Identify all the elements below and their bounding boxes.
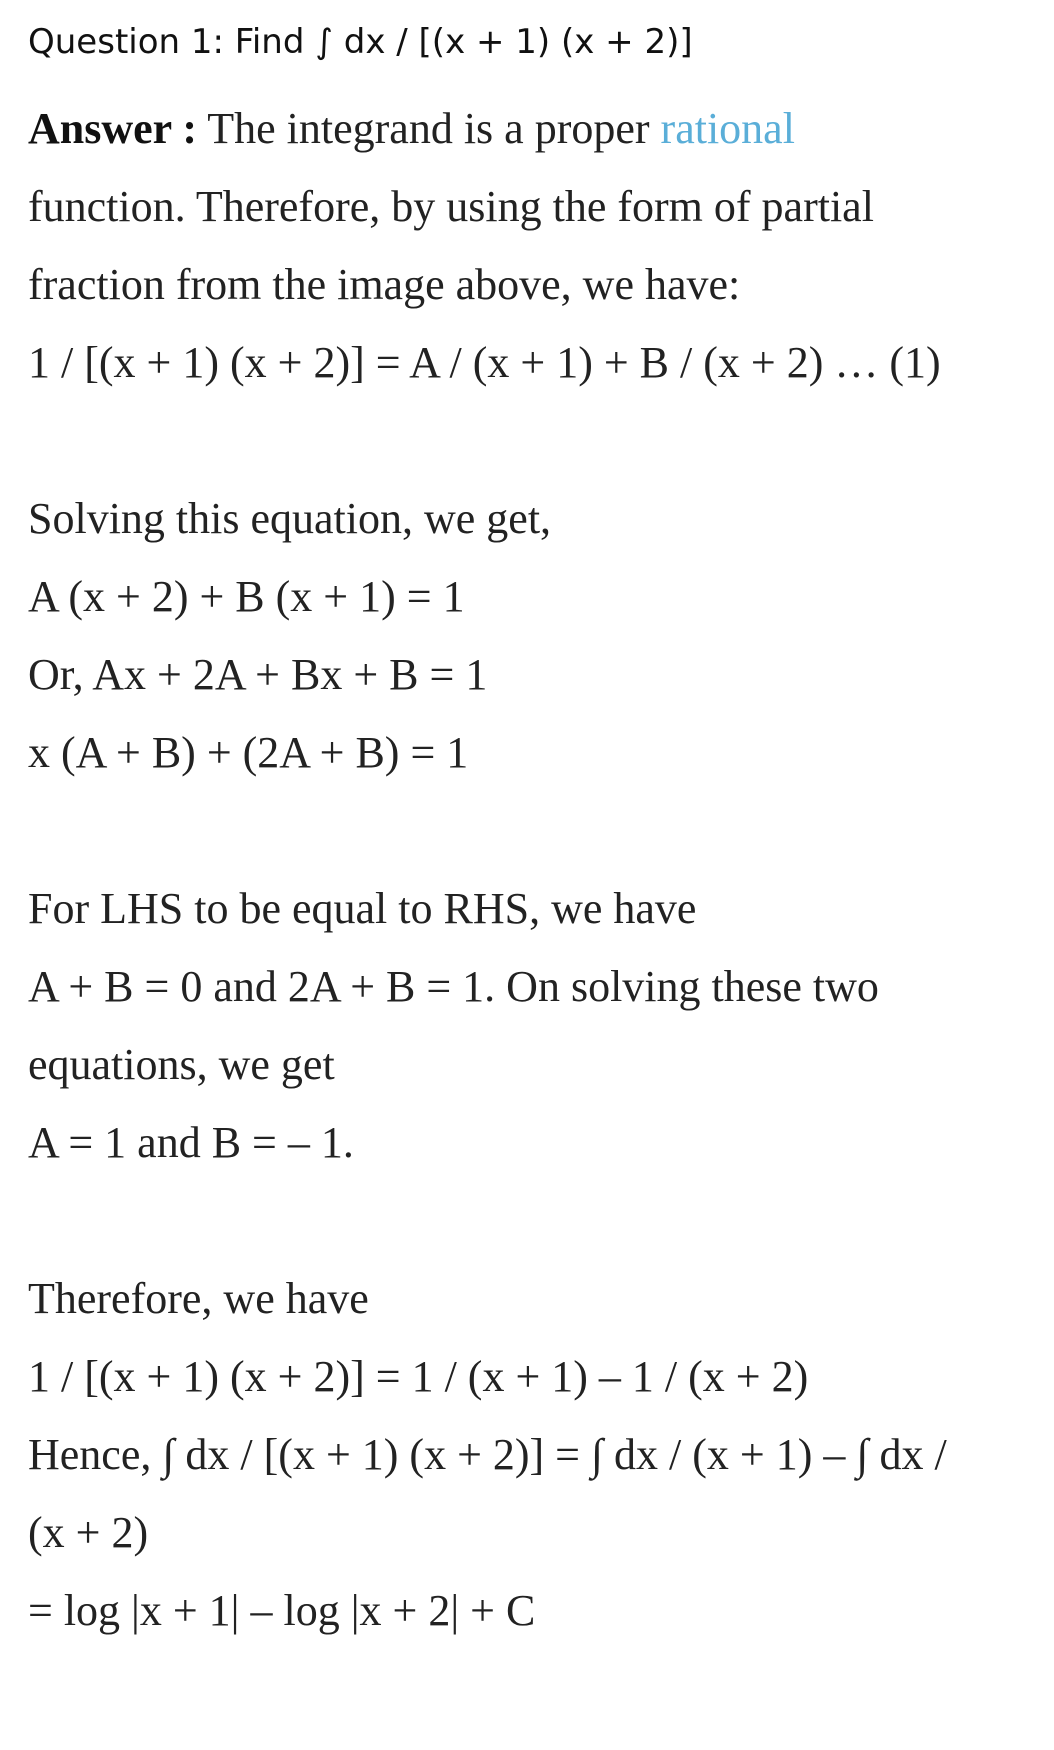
answer-label: Answer :	[28, 104, 198, 153]
result-line: (x + 2)	[28, 1508, 149, 1557]
answer-intro-text: The integrand is a proper	[197, 104, 661, 153]
final-answer-line: = log |x + 1| – log |x + 2| + C	[28, 1586, 536, 1635]
result-line: Hence, ∫ dx / [(x + 1) (x + 2)] = ∫ dx / (x + 1) – ∫ dx /	[28, 1430, 947, 1479]
solution-page	[28, 0, 1048, 1650]
spacer	[28, 792, 1048, 870]
answer-line: function. Therefore, by using the form of partial	[28, 182, 874, 231]
comparison-line: For LHS to be equal to RHS, we have	[28, 884, 697, 933]
spacer	[28, 402, 1048, 480]
equation-one: 1 / [(x + 1) (x + 2)] = A / (x + 1) + B / (x + 2) … (1)	[28, 338, 941, 387]
comparison-line: A = 1 and B = – 1.	[28, 1118, 354, 1167]
comparison-line: equations, we get	[28, 1040, 335, 1089]
answer-intro-line	[28, 90, 1048, 168]
result-line: 1 / [(x + 1) (x + 2)] = 1 / (x + 1) – 1 / (x + 2)	[28, 1352, 809, 1401]
result-line: Therefore, we have	[28, 1274, 369, 1323]
solving-line: Solving this equation, we get,	[28, 494, 552, 543]
solving-line: Or, Ax + 2A + Bx + B = 1	[28, 650, 488, 699]
comparison-line: A + B = 0 and 2A + B = 1. On solving these two	[28, 962, 879, 1011]
rational-link[interactable]: rational	[660, 104, 795, 153]
solving-line: x (A + B) + (2A + B) = 1	[28, 728, 469, 777]
answer-line: fraction from the image above, we have:	[28, 260, 741, 309]
answer-body	[28, 90, 1048, 1650]
question-heading: Question 1: Find ∫ dx / [(x + 1) (x + 2)]	[28, 22, 693, 62]
solving-line: A (x + 2) + B (x + 1) = 1	[28, 572, 465, 621]
spacer	[28, 1182, 1048, 1260]
